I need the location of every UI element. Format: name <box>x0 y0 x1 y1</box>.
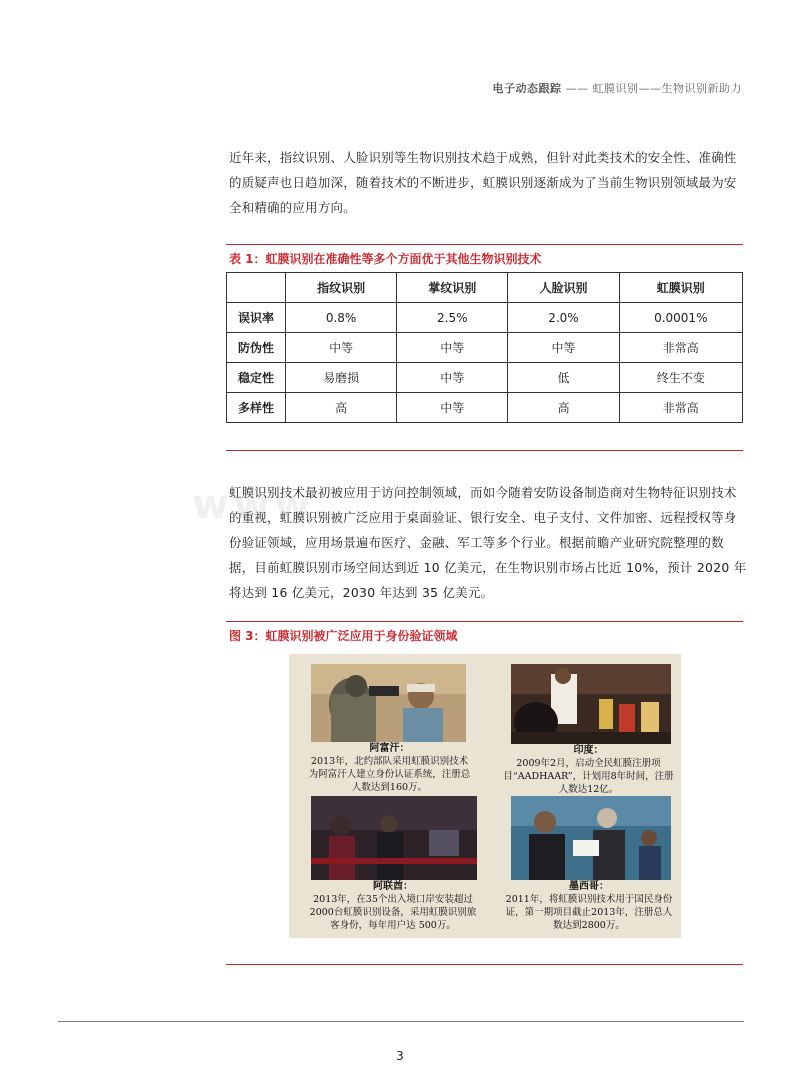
running-header <box>493 80 743 96</box>
table-bottom-rule <box>226 450 743 451</box>
afghanistan-photo <box>311 664 466 742</box>
table-cell: 中等 <box>508 333 619 363</box>
intro-paragraph: 近年来，指纹识别、人脸识别等生物识别技术趋于成熟，但针对此类技术的安全性、准确性的质疑声也日趋加深，随着技术的不断进步，虹膜识别逐渐成为了当前生物识别领域最为安全和精确的应用方向。 <box>229 150 737 215</box>
panel-title: 墨西哥： <box>569 881 609 892</box>
table-cell: 中等 <box>397 363 508 393</box>
figure-bottom-rule <box>226 964 743 965</box>
table-caption: 表 1：虹膜识别在准确性等多个方面优于其他生物识别技术 <box>229 252 542 266</box>
panel-title: 阿联酋： <box>373 881 413 892</box>
page-number: 3 <box>396 1049 404 1063</box>
table-top-rule <box>226 244 743 245</box>
uae-caption <box>307 880 479 932</box>
table-cell: 低 <box>508 363 619 393</box>
header-topic: 虹膜识别——生物识别新助力 <box>592 82 742 95</box>
table-cell: 中等 <box>397 393 508 423</box>
table-header-cell: 指纹识别 <box>286 273 397 303</box>
market-paragraph: 虹膜识别技术最初被应用于访问控制领域，而如今随着安防设备制造商对生物特征识别技术的重视，虹膜识别被广泛应用于桌面验证、银行安全、电子支付、文件加密、远程授权等身份验证领域，应用场景遍布医疗、金融、军工等多个行业。根据前瞻产业研究院整理的数据，目前虹膜识别市场空间达到近 10 亿美元，在生物识别市场占比近 10%，预计 2020 年将达到 16 亿美元，2030 年达到 35 亿美元。 <box>229 485 747 600</box>
header-section: 电子动态跟踪 <box>492 82 562 95</box>
india-caption <box>501 744 676 796</box>
table-cell: 中等 <box>286 333 397 363</box>
watermark: www. <box>192 482 332 528</box>
table-cell: 终生不变 <box>619 363 742 393</box>
mexico-photo <box>511 796 671 880</box>
table-cell: 2.5% <box>397 303 508 333</box>
table-cell: 0.0001% <box>619 303 742 333</box>
panel-text: 2013年，在35个出入境口岸安装超过2000台虹膜识别设备，采用虹膜识别旅客身份，每年用户达 500万。 <box>309 894 477 931</box>
table-header-cell: 掌纹识别 <box>397 273 508 303</box>
panel-title: 印度： <box>573 745 604 756</box>
row-header: 误识率 <box>227 303 286 333</box>
figure-caption: 图 3：虹膜识别被广泛应用于身份验证领域 <box>229 629 458 643</box>
table-row <box>227 333 743 363</box>
header-separator: —— <box>565 82 589 95</box>
afghanistan-caption <box>307 742 472 794</box>
uae-photo <box>311 796 477 880</box>
table-header-cell: 虹膜识别 <box>619 273 742 303</box>
table-row <box>227 363 743 393</box>
row-header: 多样性 <box>227 393 286 423</box>
table-row <box>227 303 743 333</box>
table-header-cell <box>227 273 286 303</box>
row-header: 稳定性 <box>227 363 286 393</box>
table-cell: 高 <box>508 393 619 423</box>
table-cell: 非常高 <box>619 333 742 363</box>
row-header: 防伪性 <box>227 333 286 363</box>
mexico-caption <box>501 880 677 932</box>
table-row <box>227 393 743 423</box>
comparison-table <box>226 272 743 423</box>
figure-top-rule <box>226 621 743 622</box>
footer-rule <box>58 1021 744 1022</box>
panel-text: 2013年，北约部队采用虹膜识别技术为阿富汗人建立身份认证系统，注册总人数达到160万。 <box>308 756 471 793</box>
panel-text: 2011年，将虹膜识别技术用于国民身份证，第一期项目截止2013年，注册总人数达到2800万。 <box>505 894 673 931</box>
table-cell: 0.8% <box>286 303 397 333</box>
table-cell: 非常高 <box>619 393 742 423</box>
table-cell: 易磨损 <box>286 363 397 393</box>
table-cell: 中等 <box>397 333 508 363</box>
panel-title: 阿富汗： <box>369 743 410 754</box>
table-cell: 高 <box>286 393 397 423</box>
table-header-row <box>227 273 743 303</box>
panel-text: 2009年2月，启动全民虹膜注册项目“AADHAAR”，计划用8年时间，注册人数达12亿。 <box>503 758 674 795</box>
table-header-cell: 人脸识别 <box>508 273 619 303</box>
table-cell: 2.0% <box>508 303 619 333</box>
iris-application-figure <box>289 654 681 938</box>
india-photo <box>511 664 671 744</box>
